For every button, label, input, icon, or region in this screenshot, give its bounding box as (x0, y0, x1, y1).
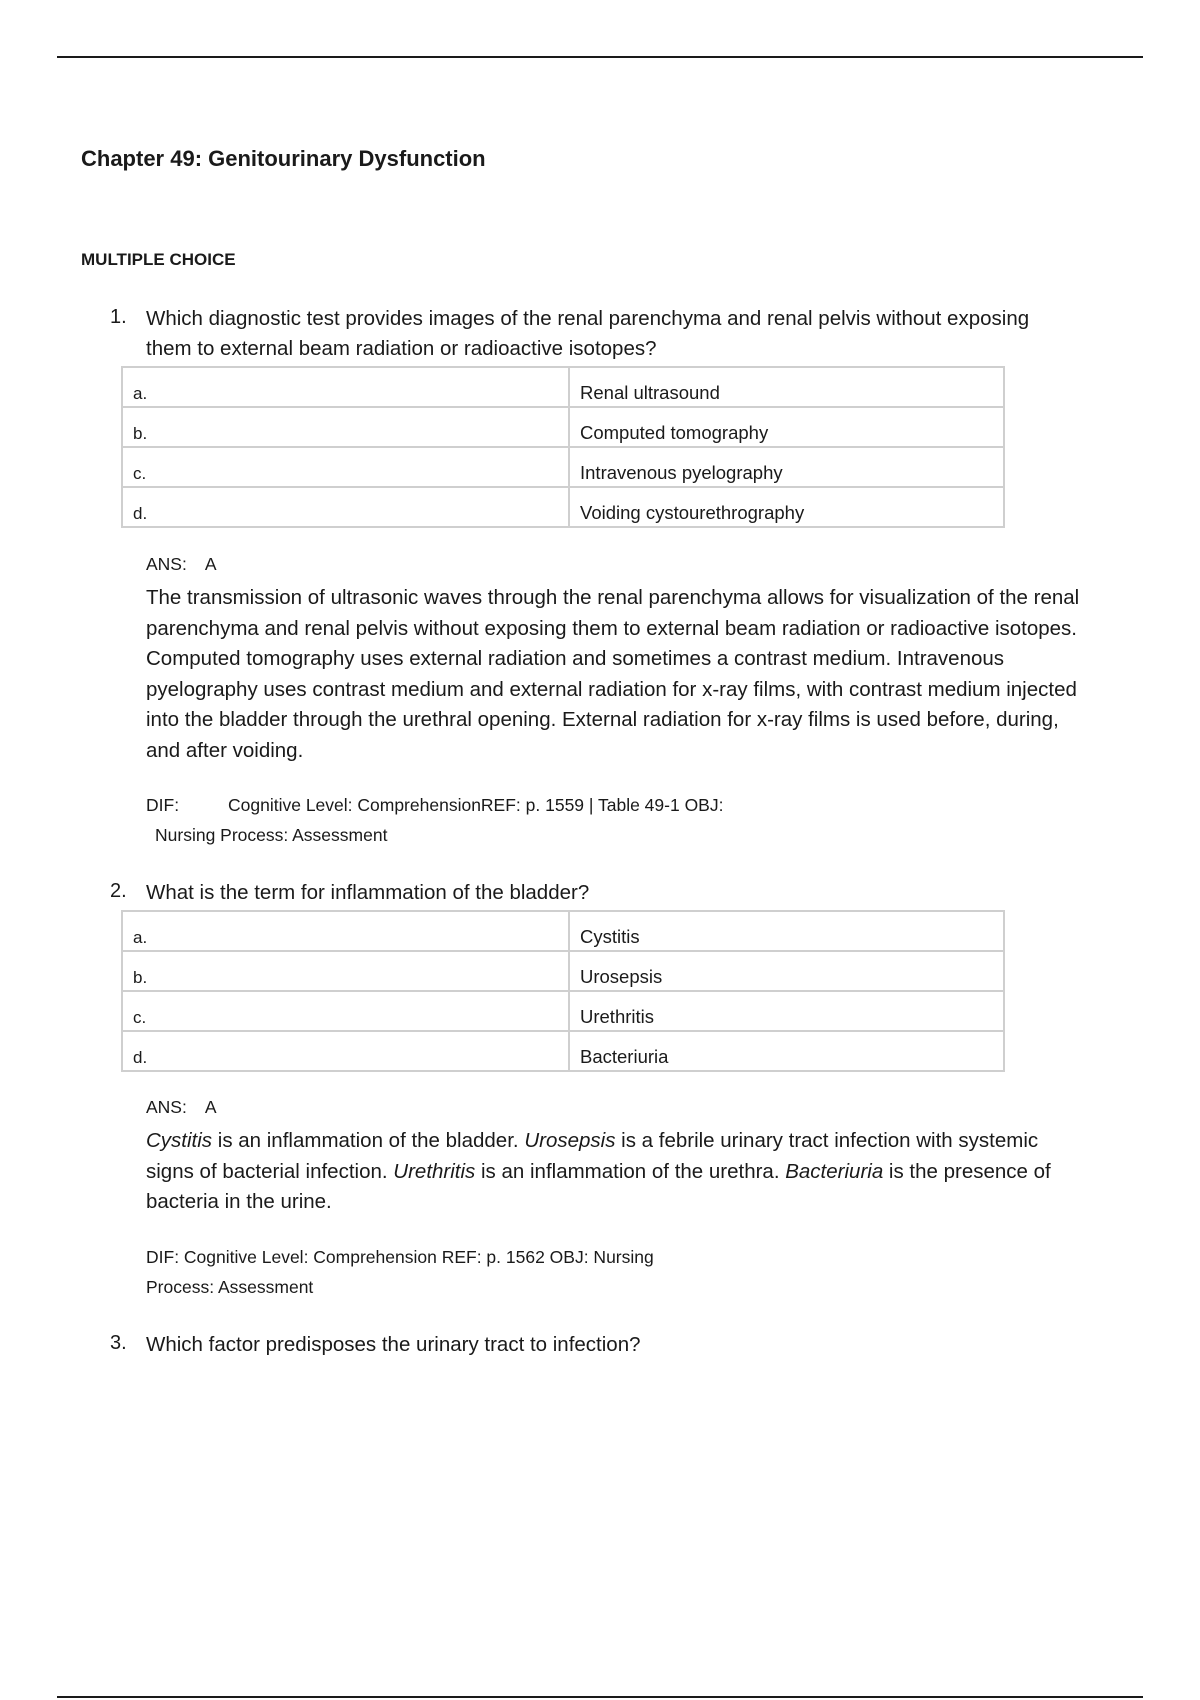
rationale-text: is a febrile urinary tract infection with systemic signs of bacterial infection. (146, 1129, 1039, 1183)
choice-text: Renal ultrasound (569, 367, 1004, 407)
answer-value: A (204, 1097, 217, 1117)
choice-row[interactable] (122, 991, 1004, 1031)
section-heading: MULTIPLE CHOICE (81, 250, 236, 269)
question-number: 2. (110, 880, 127, 902)
rationale-term: Urosepsis (524, 1129, 616, 1152)
rationale-term: Bacteriuria (785, 1159, 884, 1183)
choice-letter: b. (122, 407, 569, 447)
answer (146, 554, 217, 575)
choice-text: Intravenous pyelography (569, 447, 1004, 487)
meta-line-2: Process: Assessment (146, 1277, 314, 1297)
meta-line-1: Cognitive Level: ComprehensionREF: p. 1559 | Table 49-1 OBJ: (228, 795, 724, 815)
choice-text: Computed tomography (569, 407, 1004, 447)
question-text: Which diagnostic test provides images of the renal parenchyma and renal pelvis without exposing them to external beam radiation or radioactive isotopes? (146, 307, 1030, 360)
rationale (146, 1126, 1086, 1218)
meta-line-1: DIF: Cognitive Level: Comprehension REF: p. 1562 OBJ: Nursing (146, 1247, 654, 1267)
top-rule (57, 56, 1143, 58)
rationale-text: is an inflammation of the urethra. (475, 1159, 786, 1183)
meta-line-2: Nursing Process: Assessment (155, 825, 388, 845)
rationale-text: is an inflammation of the bladder. (212, 1129, 525, 1152)
question-text: What is the term for inflammation of the bladder? (146, 881, 590, 904)
question-meta (146, 1242, 766, 1302)
choice-row[interactable] (122, 1031, 1004, 1071)
choice-letter: b. (122, 951, 569, 991)
answer-label: ANS: (146, 554, 187, 574)
answer-value: A (204, 554, 217, 574)
choice-row[interactable] (122, 951, 1004, 991)
choice-text: Bacteriuria (569, 1031, 1004, 1071)
choice-letter: c. (122, 991, 569, 1031)
bottom-rule (57, 1696, 1143, 1698)
choice-letter: d. (122, 487, 569, 527)
choice-row[interactable] (122, 367, 1004, 407)
answer-label: ANS: (146, 1097, 187, 1117)
choice-letter: c. (122, 447, 569, 487)
choice-row[interactable] (122, 487, 1004, 527)
question-text: Which factor predisposes the urinary tract to infection? (146, 1333, 641, 1356)
choice-text: Urosepsis (569, 951, 1004, 991)
rationale-term: Cystitis (146, 1129, 213, 1152)
answer (146, 1097, 217, 1118)
choices-table (121, 910, 1005, 1072)
question-number: 3. (110, 1332, 127, 1354)
choice-letter: a. (122, 367, 569, 407)
choice-text: Cystitis (569, 911, 1004, 951)
choice-row[interactable] (122, 911, 1004, 951)
rationale-text: is the presence of bacteria in the urine. (146, 1159, 1051, 1213)
rationale-term: Urethritis (393, 1159, 476, 1183)
chapter-title: Chapter 49: Genitourinary Dysfunction (81, 146, 486, 171)
choice-letter: d. (122, 1031, 569, 1071)
choice-row[interactable] (122, 407, 1004, 447)
choice-row[interactable] (122, 447, 1004, 487)
question-number: 1. (110, 306, 127, 328)
choice-text: Voiding cystourethrography (569, 487, 1004, 527)
choice-text: Urethritis (569, 991, 1004, 1031)
dif-label: DIF: (146, 795, 180, 815)
question-meta (146, 790, 766, 850)
choice-letter: a. (122, 911, 569, 951)
rationale: The transmission of ultrasonic waves through the renal parenchyma allows for visualization of the renal parenchyma and renal pelvis without exposing them to external beam radiation or radioactive isotopes. Computed tomography uses external radiation and sometimes a contrast medium. Intravenous pyelography uses contrast medium and external radiation for x-ray films, with contrast medium injected into the bladder through the urethral opening. External radiation for x-ray films is used before, during, and after voiding. (146, 586, 1080, 762)
choices-table (121, 366, 1005, 528)
